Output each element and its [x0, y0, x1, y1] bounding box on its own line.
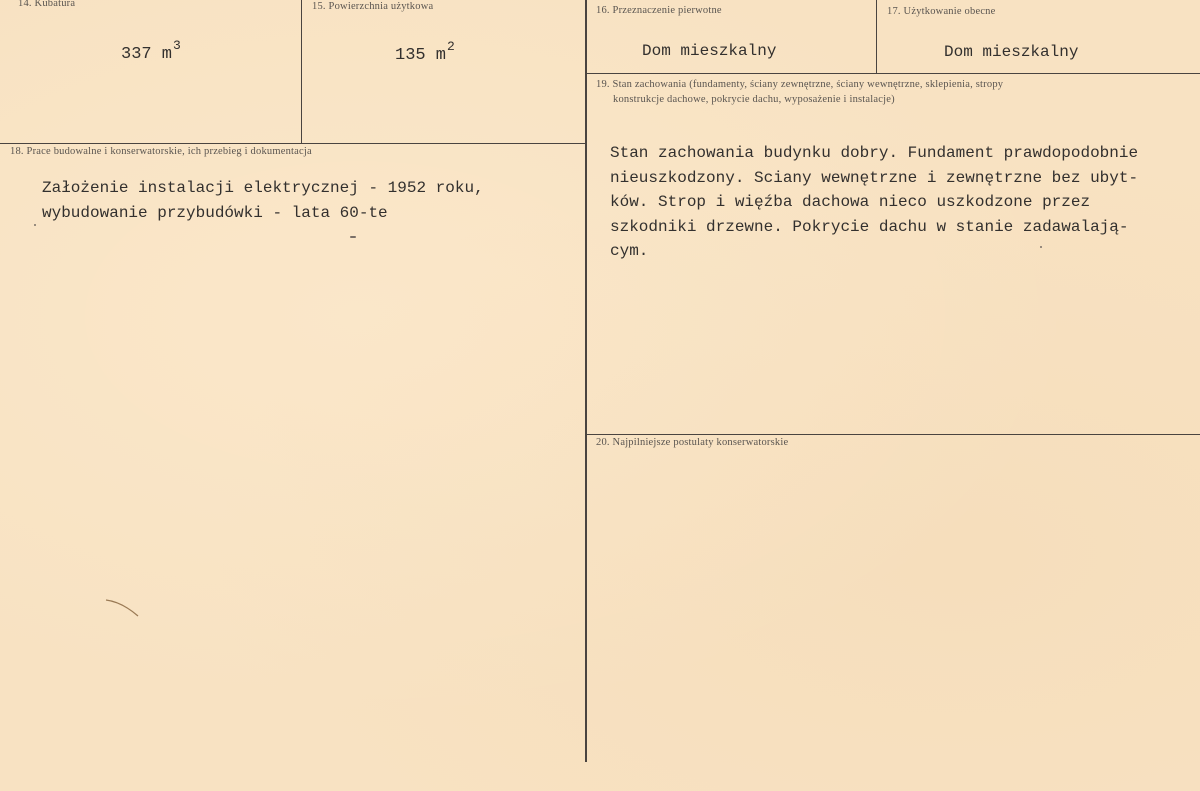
field-19-text: [610, 141, 1138, 264]
field-19-label-line1: 19. Stan zachowania (fundamenty, ściany zewnętrzne, ściany wewnętrzne, sklepienia, stropy: [596, 79, 1004, 90]
divider-horizontal-right-mid: [586, 434, 1200, 435]
field-15-value: [395, 39, 455, 65]
field-18-label: 18. Prace budowalne i konserwatorskie, ich przebieg i dokumentacja: [10, 146, 312, 157]
divider-vertical-center: [585, 0, 587, 762]
paper-mark: [34, 224, 36, 226]
divider-vertical-right: [876, 0, 877, 73]
field-14-label: 14. Kubatura: [18, 0, 76, 9]
paper-mark: [1040, 246, 1042, 248]
paper-mark: [350, 236, 356, 238]
field-15-label: 15. Powierzchnia użytkowa: [312, 1, 434, 12]
field-18-text: [42, 176, 484, 225]
paper-scratch: [104, 596, 144, 622]
field-19-label-line2: konstrukcje dachowe, pokrycie dachu, wyposażenie i instalacje): [613, 94, 895, 105]
field-19-line: ków. Strop i więźba dachowa nieco uszkodzone przez: [610, 193, 1091, 211]
field-19-line: nieuszkodzony. Sciany wewnętrzne i zewnętrzne bez ubyt-: [610, 168, 1139, 187]
field-14-number: 337 m: [121, 45, 173, 64]
field-16-value: Dom mieszkalny: [642, 42, 777, 60]
divider-vertical-left: [301, 0, 302, 143]
field-20-label: 20. Najpilniejsze postulaty konserwatorskie: [596, 437, 789, 448]
field-16-label: 16. Przeznaczenie pierwotne: [596, 5, 722, 16]
field-17-label: 17. Użytkowanie obecne: [887, 6, 996, 17]
field-18-line: Założenie instalacji elektrycznej - 1952 roku,: [42, 179, 484, 197]
field-14-exponent: 3: [173, 38, 181, 53]
field-18-line: wybudowanie przybudówki - lata 60-te: [42, 203, 388, 222]
field-15-number: 135 m: [395, 46, 447, 65]
field-19-line: cym.: [610, 242, 649, 260]
divider-horizontal-left: [0, 143, 586, 144]
field-14-value: [121, 38, 181, 64]
field-15-exponent: 2: [447, 39, 455, 54]
field-17-value: Dom mieszkalny: [944, 43, 1079, 61]
divider-horizontal-right-top: [586, 73, 1200, 74]
field-19-line: szkodniki drzewne. Pokrycie dachu w stanie zadawalają-: [610, 217, 1129, 236]
field-19-line: Stan zachowania budynku dobry. Fundament prawdopodobnie: [610, 144, 1139, 162]
